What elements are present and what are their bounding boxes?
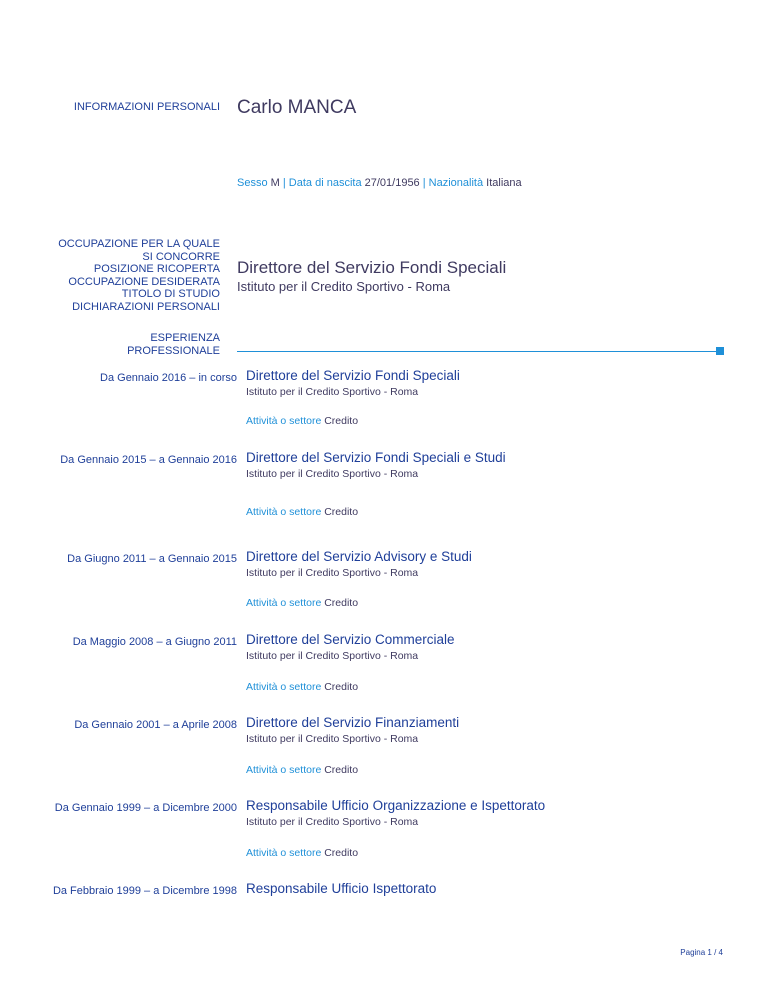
experience-sector	[246, 681, 358, 693]
sector-value: Credito	[324, 597, 359, 609]
experience-title: Direttore del Servizio Advisory e Studi	[246, 549, 472, 564]
occupation-org: Istituto per il Credito Sportivo - Roma	[237, 279, 451, 294]
dob-value: 27/01/1956	[364, 177, 420, 189]
experience-title: Direttore del Servizio Fondi Speciali e Studi	[246, 450, 506, 465]
sector-label: Attività o settore	[246, 597, 322, 609]
experience-date: Da Giugno 2011 – a Gennaio 2015	[67, 553, 237, 565]
sector-label: Attività o settore	[246, 506, 322, 518]
experience-org: Istituto per il Credito Sportivo - Roma	[246, 386, 419, 398]
occupation-label-line: OCCUPAZIONE DESIDERATA	[68, 275, 220, 288]
experience-date: Da Febbraio 1999 – a Dicembre 1998	[52, 885, 237, 897]
personal-details	[237, 177, 522, 189]
sector-value: Credito	[324, 415, 359, 427]
experience-sector	[246, 415, 358, 427]
sector-value: Credito	[324, 681, 359, 693]
occupation-label-line: TITOLO DI STUDIO	[121, 288, 220, 300]
occupation-label-line: SI CONCORRE	[142, 250, 220, 263]
sex-label: Sesso	[237, 177, 268, 189]
separator: |	[422, 177, 426, 189]
person-name: Carlo MANCA	[237, 97, 357, 118]
experience-title: Direttore del Servizio Commerciale	[246, 632, 455, 647]
nationality-label: Nazionalità	[428, 177, 484, 189]
experience-sector	[246, 847, 358, 859]
experience-title: Direttore del Servizio Finanziamenti	[246, 715, 460, 730]
sector-value: Credito	[324, 847, 359, 859]
occupation-title: Direttore del Servizio Fondi Speciali	[237, 258, 507, 277]
sex-value: M	[270, 177, 280, 189]
experience-date: Da Gennaio 1999 – a Dicembre 2000	[54, 802, 237, 814]
experience-org: Istituto per il Credito Sportivo - Roma	[246, 816, 419, 828]
page-number: Pagina 1 / 4	[680, 948, 723, 957]
experience-title: Direttore del Servizio Fondi Speciali	[246, 368, 460, 383]
separator: |	[282, 177, 286, 189]
sector-label: Attività o settore	[246, 415, 322, 427]
personal-info-label: INFORMAZIONI PERSONALI	[73, 101, 220, 113]
experience-label-line: PROFESSIONALE	[127, 344, 220, 357]
experience-date: Da Gennaio 2016 – in corso	[100, 372, 237, 384]
experience-date: Da Gennaio 2015 – a Gennaio 2016	[60, 454, 237, 466]
occupation-label-line: POSIZIONE RICOPERTA	[93, 263, 220, 275]
sector-value: Credito	[324, 764, 359, 776]
experience-sector	[246, 597, 358, 609]
experience-org: Istituto per il Credito Sportivo - Roma	[246, 567, 419, 579]
nationality-value: Italiana	[486, 177, 522, 189]
experience-org: Istituto per il Credito Sportivo - Roma	[246, 733, 419, 745]
sector-label: Attività o settore	[246, 847, 322, 859]
experience-title: Responsabile Ufficio Ispettorato	[246, 881, 437, 896]
sector-label: Attività o settore	[246, 681, 322, 693]
section-divider	[237, 351, 717, 352]
sector-value: Credito	[324, 506, 359, 518]
experience-date: Da Maggio 2008 – a Giugno 2011	[72, 636, 237, 648]
experience-org: Istituto per il Credito Sportivo - Roma	[246, 650, 419, 662]
occupation-label-line: OCCUPAZIONE PER LA QUALE	[58, 238, 220, 250]
experience-title: Responsabile Ufficio Organizzazione e Ispettorato	[246, 798, 546, 813]
occupation-label-line: DICHIARAZIONI PERSONALI	[72, 300, 220, 313]
dob-label: Data di nascita	[288, 177, 362, 189]
section-divider-marker	[716, 347, 724, 355]
sector-label: Attività o settore	[246, 764, 322, 776]
experience-label	[127, 332, 220, 357]
experience-sector	[246, 764, 358, 776]
experience-label-line: ESPERIENZA	[150, 332, 220, 344]
experience-date: Da Gennaio 2001 – a Aprile 2008	[74, 719, 237, 731]
experience-sector	[246, 506, 358, 518]
experience-org: Istituto per il Credito Sportivo - Roma	[246, 468, 419, 480]
occupation-labels	[58, 238, 220, 313]
